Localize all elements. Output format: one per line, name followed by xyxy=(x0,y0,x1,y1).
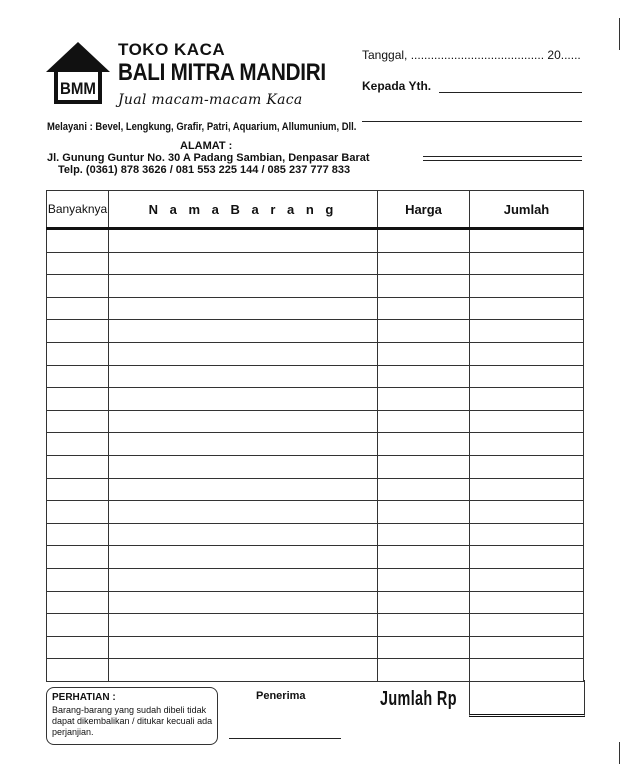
recipient-line-2[interactable] xyxy=(362,121,582,122)
amount-cell[interactable] xyxy=(470,636,584,659)
amount-cell[interactable] xyxy=(470,659,584,682)
item-name-cell[interactable] xyxy=(109,320,378,343)
price-cell[interactable] xyxy=(378,546,470,569)
item-name-cell[interactable] xyxy=(109,659,378,682)
amount-cell[interactable] xyxy=(470,275,584,298)
phone-line: Telp. (0361) 878 3626 / 081 553 225 144 / 085 237 777 833 xyxy=(58,164,351,176)
amount-cell[interactable] xyxy=(470,591,584,614)
quantity-cell[interactable] xyxy=(47,455,109,478)
quantity-cell[interactable] xyxy=(47,410,109,433)
quantity-cell[interactable] xyxy=(47,388,109,411)
item-name-cell[interactable] xyxy=(109,636,378,659)
amount-cell[interactable] xyxy=(470,478,584,501)
table-row xyxy=(47,252,584,275)
price-cell[interactable] xyxy=(378,275,470,298)
quantity-cell[interactable] xyxy=(47,229,109,253)
table-row xyxy=(47,433,584,456)
table-row xyxy=(47,365,584,388)
quantity-cell[interactable] xyxy=(47,591,109,614)
item-name-cell[interactable] xyxy=(109,546,378,569)
amount-cell[interactable] xyxy=(470,229,584,253)
quantity-cell[interactable] xyxy=(47,478,109,501)
table-row xyxy=(47,320,584,343)
amount-cell[interactable] xyxy=(470,297,584,320)
item-name-cell[interactable] xyxy=(109,568,378,591)
price-cell[interactable] xyxy=(378,365,470,388)
quantity-cell[interactable] xyxy=(47,433,109,456)
table-row xyxy=(47,546,584,569)
table-row xyxy=(47,342,584,365)
amount-cell[interactable] xyxy=(470,252,584,275)
item-name-cell[interactable] xyxy=(109,297,378,320)
quantity-cell[interactable] xyxy=(47,365,109,388)
item-name-cell[interactable] xyxy=(109,365,378,388)
price-cell[interactable] xyxy=(378,455,470,478)
table-row xyxy=(47,501,584,524)
quantity-cell[interactable] xyxy=(47,320,109,343)
amount-cell[interactable] xyxy=(470,455,584,478)
quantity-cell[interactable] xyxy=(47,275,109,298)
date-field[interactable]: Tanggal, ........................................ 20...... xyxy=(362,48,581,62)
item-name-cell[interactable] xyxy=(109,501,378,524)
table-row xyxy=(47,410,584,433)
notice-title: PERHATIAN : xyxy=(52,692,116,703)
price-cell[interactable] xyxy=(378,501,470,524)
table-row xyxy=(47,388,584,411)
amount-cell[interactable] xyxy=(470,365,584,388)
item-name-cell[interactable] xyxy=(109,523,378,546)
amount-cell[interactable] xyxy=(470,342,584,365)
page-edge-mark xyxy=(619,742,620,764)
column-header-amount: Jumlah xyxy=(470,191,584,229)
table-row xyxy=(47,659,584,682)
page-edge-mark xyxy=(619,18,620,50)
item-name-cell[interactable] xyxy=(109,478,378,501)
price-cell[interactable] xyxy=(378,410,470,433)
quantity-cell[interactable] xyxy=(47,659,109,682)
amount-cell[interactable] xyxy=(470,546,584,569)
table-header-row xyxy=(47,191,584,229)
logo-initials: BMM xyxy=(60,79,96,98)
table-row xyxy=(47,229,584,253)
amount-cell[interactable] xyxy=(470,568,584,591)
quantity-cell[interactable] xyxy=(47,614,109,637)
recipient-label: Kepada Yth. xyxy=(362,79,432,93)
quantity-cell[interactable] xyxy=(47,546,109,569)
item-name-cell[interactable] xyxy=(109,252,378,275)
notice-text: Barang-barang yang sudah dibeli tidak dapat dikembalikan / ditukar kecuali ada perjanjian. xyxy=(52,705,213,737)
quantity-cell[interactable] xyxy=(47,636,109,659)
amount-cell[interactable] xyxy=(470,433,584,456)
table-row xyxy=(47,275,584,298)
table-row xyxy=(47,523,584,546)
table-row xyxy=(47,636,584,659)
item-name-cell[interactable] xyxy=(109,275,378,298)
table-row xyxy=(47,591,584,614)
price-cell[interactable] xyxy=(378,523,470,546)
address-title: ALAMAT : xyxy=(180,140,233,152)
price-cell[interactable] xyxy=(378,636,470,659)
tagline: Jual macam-macam Kaca xyxy=(118,92,303,108)
item-name-cell[interactable] xyxy=(109,591,378,614)
price-cell[interactable] xyxy=(378,659,470,682)
price-cell[interactable] xyxy=(378,320,470,343)
items-table xyxy=(46,190,584,682)
price-cell[interactable] xyxy=(378,297,470,320)
price-cell[interactable] xyxy=(378,388,470,411)
address-line: Jl. Gunung Guntur No. 30 A Padang Sambian, Denpasar Barat xyxy=(47,152,370,164)
quantity-cell[interactable] xyxy=(47,523,109,546)
item-name-cell[interactable] xyxy=(109,342,378,365)
amount-cell[interactable] xyxy=(470,501,584,524)
item-name-cell[interactable] xyxy=(109,410,378,433)
services-line: Melayani : Bevel, Lengkung, Grafir, Patri, Aquarium, Allumunium, Dll. xyxy=(47,121,357,133)
price-cell[interactable] xyxy=(378,433,470,456)
price-cell[interactable] xyxy=(378,342,470,365)
house-logo-icon xyxy=(46,42,110,104)
table-row xyxy=(47,478,584,501)
item-name-cell[interactable] xyxy=(109,388,378,411)
item-name-cell[interactable] xyxy=(109,455,378,478)
quantity-cell[interactable] xyxy=(47,342,109,365)
shop-name: BALI MITRA MANDIRI xyxy=(118,59,326,86)
price-cell[interactable] xyxy=(378,614,470,637)
quantity-cell[interactable] xyxy=(47,568,109,591)
amount-cell[interactable] xyxy=(470,388,584,411)
table-row xyxy=(47,568,584,591)
quantity-cell[interactable] xyxy=(47,501,109,524)
amount-cell[interactable] xyxy=(470,523,584,546)
item-name-cell[interactable] xyxy=(109,229,378,253)
recipient-line-4[interactable] xyxy=(423,160,582,161)
receiver-label: Penerima xyxy=(256,690,306,702)
signature-line[interactable] xyxy=(229,738,341,739)
price-cell[interactable] xyxy=(378,568,470,591)
quantity-cell[interactable] xyxy=(47,252,109,275)
item-name-cell[interactable] xyxy=(109,433,378,456)
amount-cell[interactable] xyxy=(470,614,584,637)
total-label: Jumlah Rp xyxy=(380,688,457,710)
amount-cell[interactable] xyxy=(470,410,584,433)
price-cell[interactable] xyxy=(378,252,470,275)
amount-cell[interactable] xyxy=(470,320,584,343)
recipient-line-3[interactable] xyxy=(423,156,582,157)
recipient-line-1[interactable] xyxy=(439,92,582,93)
price-cell[interactable] xyxy=(378,229,470,253)
column-header-price: Harga xyxy=(378,191,470,229)
shop-type: TOKO KACA xyxy=(118,40,226,59)
table-row xyxy=(47,614,584,637)
total-amount-field[interactable] xyxy=(469,680,585,717)
item-name-cell[interactable] xyxy=(109,614,378,637)
table-row xyxy=(47,455,584,478)
price-cell[interactable] xyxy=(378,478,470,501)
table-row xyxy=(47,297,584,320)
column-header-item-name: N a m a B a r a n g xyxy=(109,191,378,229)
price-cell[interactable] xyxy=(378,591,470,614)
column-header-quantity: Banyaknya xyxy=(47,191,109,229)
quantity-cell[interactable] xyxy=(47,297,109,320)
